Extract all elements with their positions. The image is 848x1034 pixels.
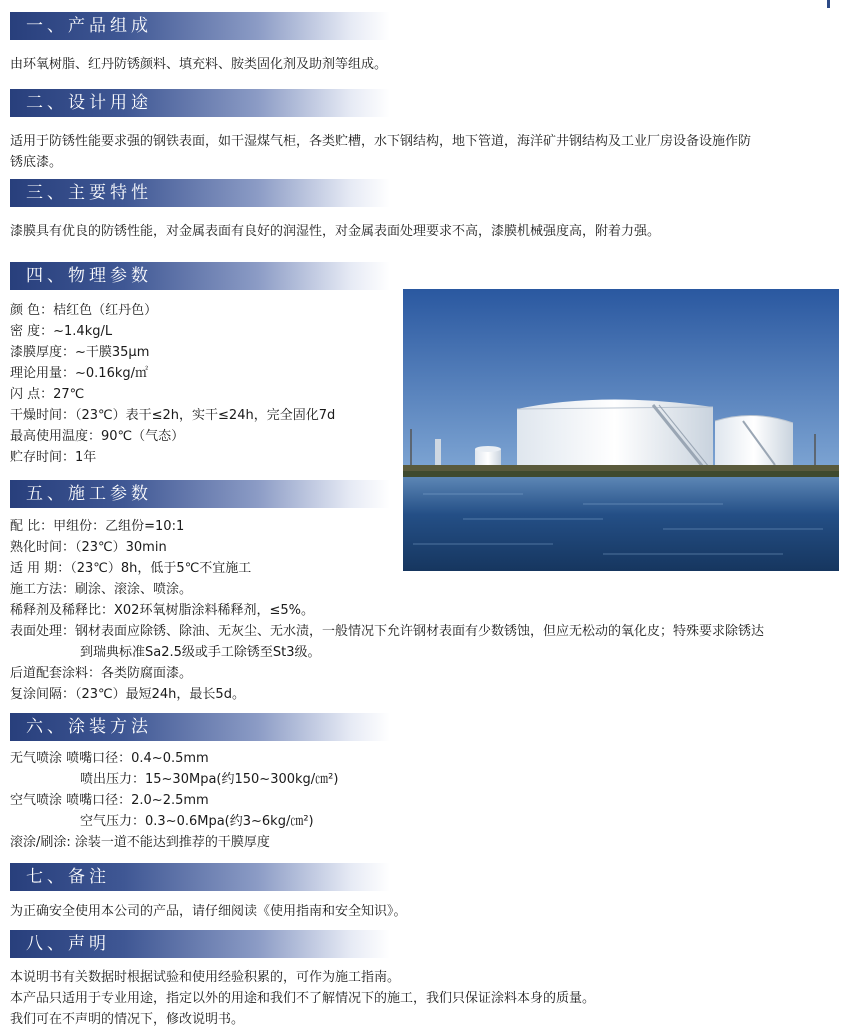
construction-line-surface-cont: 到瑞典标准Sa2.5级或手工除锈至St3级。 [80, 645, 321, 660]
physical-line-color: 颜 色：桔红色（红丹色） [10, 303, 158, 318]
construction-params [10, 516, 830, 705]
construction-line-potlife: 适 用 期：（23℃）8h，低于5℃不宜施工 [10, 561, 252, 576]
physical-params [10, 300, 395, 468]
application-methods [10, 748, 830, 853]
construction-line-curing: 熟化时间：（23℃）30min [10, 540, 167, 555]
construction-line-ratio: 配 比：甲组份：乙组份=10:1 [10, 519, 185, 534]
section-title-features: 三、主要特性 [10, 179, 390, 207]
section-title-usage: 二、设计用途 [10, 89, 390, 117]
physical-line-storage: 贮存时间：1年 [10, 450, 97, 465]
section-title-composition: 一、产品组成 [10, 12, 390, 40]
composition-line: 由环氧树脂、红丹防锈颜料、填充料、胺类固化剂及助剂等组成。 [10, 57, 388, 72]
section-title-notes: 七、备注 [10, 863, 390, 891]
construction-line-recoat: 复涂间隔：（23℃）最短24h，最长5d。 [10, 687, 245, 702]
section-title-physical: 四、物理参数 [10, 262, 390, 290]
airless-pressure-line: 喷出压力：15~30Mpa(约150~300kg/㎝²) [80, 772, 339, 787]
composition-text [10, 54, 830, 75]
construction-line-thinner: 稀释剂及稀释比：X02环氧树脂涂料稀释剂，≤5%。 [10, 603, 314, 618]
air-pressure-line: 空气压力：0.3~0.6Mpa(约3~6kg/㎝²) [80, 814, 314, 829]
airless-nozzle-line: 无气喷涂 喷嘴口径：0.4~0.5mm [10, 751, 209, 766]
section-title-statement: 八、声明 [10, 930, 390, 958]
notes-text [10, 901, 830, 922]
usage-line: 锈底漆。 [10, 155, 63, 170]
corner-accent-mark [827, 0, 830, 8]
section-title-application: 六、涂装方法 [10, 713, 390, 741]
construction-line-method: 施工方法：刷涂、滚涂、喷涂。 [10, 582, 193, 597]
construction-line-topcoat: 后道配套涂料：各类防腐面漆。 [10, 666, 193, 681]
section-title-construction: 五、施工参数 [10, 480, 390, 508]
physical-line-drying: 干燥时间：（23℃）表干≤2h，实干≤24h，完全固化7d [10, 408, 336, 423]
notes-line: 为正确安全使用本公司的产品，请仔细阅读《使用指南和安全知识》。 [10, 904, 407, 919]
physical-line-thickness: 漆膜厚度：~干膜35μm [10, 345, 150, 360]
usage-text [10, 131, 830, 173]
roller-brush-line: 滚涂/刷涂: 涂装一道不能达到推荐的干膜厚度 [10, 835, 270, 850]
features-line: 漆膜具有优良的防锈性能，对金属表面有良好的润湿性，对金属表面处理要求不高，漆膜机械强度高，附着力强。 [10, 224, 661, 239]
physical-line-usage: 理论用量：~0.16kg/㎡ [10, 366, 148, 381]
statement-text [10, 967, 830, 1030]
air-nozzle-line: 空气喷涂 喷嘴口径：2.0~2.5mm [10, 793, 209, 808]
construction-line-surface: 表面处理：钢材表面应除锈、除油、无灰尘、无水渍，一般情况下允许钢材表面有少数锈蚀，但应无松动的氧化皮；特殊要求除锈达 [10, 624, 765, 639]
statement-line: 我们可在不声明的情况下，修改说明书。 [10, 1012, 245, 1027]
usage-line: 适用于防锈性能要求强的钢铁表面，如干湿煤气柜，各类贮槽，水下钢结构，地下管道，海洋矿井钢结构及工业厂房设备设施作防 [10, 134, 752, 149]
statement-line: 本说明书有关数据时根据试验和使用经验积累的，可作为施工指南。 [10, 970, 401, 985]
features-text [10, 221, 830, 242]
physical-line-density: 密 度：~1.4kg/L [10, 324, 113, 339]
physical-line-maxtemp: 最高使用温度：90℃（气态） [10, 429, 185, 444]
statement-line: 本产品只适用于专业用途，指定以外的用途和我们不了解情况下的施工，我们只保证涂料本身的质量。 [10, 991, 596, 1006]
physical-line-flashpoint: 闪 点：27℃ [10, 387, 85, 402]
